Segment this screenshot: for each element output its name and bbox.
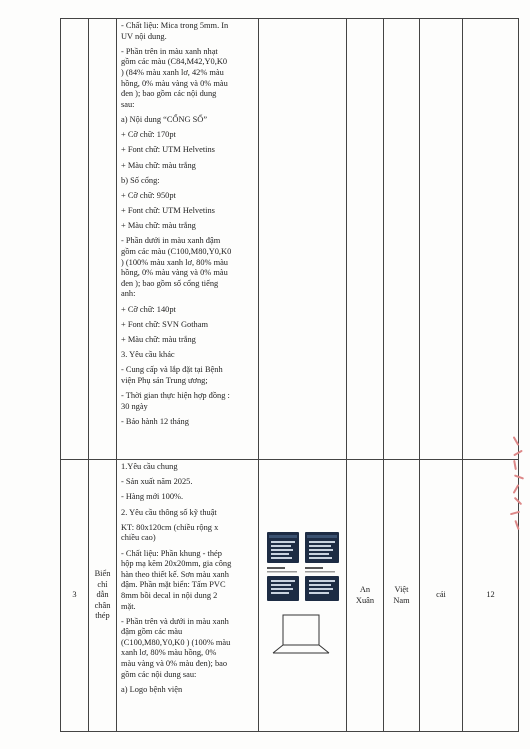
description-line: 2. Yêu cầu thông số kỹ thuật <box>121 507 217 517</box>
description-line: đen ); bao gồm các nội dung <box>121 89 217 99</box>
description-line: 8mm bồi decal in nội dung 2 <box>121 590 218 600</box>
name-cell-empty <box>89 19 117 460</box>
red-stamp-mark <box>506 440 526 530</box>
description-cell <box>117 19 259 460</box>
item-name-line: dẫn <box>96 590 109 600</box>
item-name-line: chỉ <box>97 579 108 589</box>
origin-cell <box>347 460 384 732</box>
description-line: đậm gồm các màu <box>121 627 183 637</box>
origin-cell-empty <box>347 19 384 460</box>
sign-preview-bottom <box>267 576 339 601</box>
description-line: a) Logo bệnh viện <box>121 684 183 694</box>
description-line: sau: <box>121 99 135 109</box>
description-line: + Font chữ: UTM Helvetins <box>121 206 215 216</box>
description-line: - Phần trên và dưới in màu xanh <box>121 616 229 626</box>
table-row-item-3 <box>61 460 519 732</box>
unit-value: cái <box>436 590 446 600</box>
description-line: gồm các màu (C84,M42,Y0,K0 <box>121 57 228 67</box>
specification-table <box>60 18 519 732</box>
signage-illustration <box>261 529 345 659</box>
description-line: KT: 80x120cm (chiều rộng x <box>121 522 219 532</box>
table-row-previous <box>61 19 519 460</box>
description-line: - Phần dưới in màu xanh đậm <box>121 236 221 246</box>
description-line: - Hàng mới 100%. <box>121 492 184 502</box>
description-line: - Thời gian thực hiện hợp đồng : <box>121 391 230 401</box>
item-name-line: chân <box>94 600 111 610</box>
country-cell-empty <box>384 19 420 460</box>
description-line: 30 ngày <box>121 401 148 411</box>
description-line: a) Nội dung “CỔNG SỐ” <box>121 114 208 124</box>
description-line: mặt. <box>121 601 136 611</box>
description-line: đen ); bao gồm số cổng tiếng <box>121 278 219 288</box>
item-name-line: Biển <box>94 569 111 579</box>
description-line: hồng, 0% màu vàng và 0% màu <box>121 268 228 278</box>
unit-cell-empty <box>420 19 463 460</box>
sign-preview-caption <box>267 567 335 573</box>
description-line: chiều cao) <box>121 533 156 543</box>
country-cell <box>384 460 420 732</box>
item-name-line: thép <box>95 611 110 621</box>
description-text <box>117 19 258 428</box>
description-line: - Cung cấp và lắp đặt tại Bệnh <box>121 365 223 375</box>
description-line: - Phần trên in màu xanh nhạt <box>121 46 218 56</box>
unit-cell <box>420 460 463 732</box>
description-line: + Font chữ: UTM Helvetins <box>121 145 215 155</box>
description-line: + Cỡ chữ: 170pt <box>121 130 176 140</box>
description-line: + Màu chữ: màu trắng <box>121 160 196 170</box>
description-line: viện Phụ sản Trung ương; <box>121 375 208 385</box>
origin-line: Xuân <box>355 595 375 605</box>
description-line: gồm các màu (C100,M80,Y0,K0 <box>121 247 232 257</box>
description-line: màu vàng và 0% màu đen); bao <box>121 659 228 669</box>
description-line: ) (100% màu xanh lơ, 80% màu <box>121 257 228 267</box>
country-line: Nam <box>393 595 410 605</box>
stt-cell <box>61 460 89 732</box>
description-line: ) (84% màu xanh lơ, 42% màu <box>121 67 224 77</box>
description-cell <box>117 460 259 732</box>
stt-cell-empty <box>61 19 89 460</box>
image-cell-empty <box>259 19 347 460</box>
description-line: anh: <box>121 289 136 299</box>
description-line: (C100,M80,Y0,K0 ) (100% màu <box>121 637 231 647</box>
description-line: b) Số cổng: <box>121 175 160 185</box>
description-line: - Chất liệu: Mica trong 5mm. In <box>121 21 229 30</box>
description-line: + Màu chữ: màu trắng <box>121 334 196 344</box>
description-line: + Font chữ: SVN Gotham <box>121 319 208 329</box>
description-line: - Sản xuất năm 2025. <box>121 477 193 487</box>
description-line: + Cỡ chữ: 950pt <box>121 190 176 200</box>
description-line: hộp mạ kẽm 20x20mm, gia công <box>121 559 232 569</box>
item-name-cell <box>89 460 117 732</box>
sign-stand-frame <box>273 615 329 653</box>
description-line: - Chất liệu: Phần khung - thép <box>121 548 222 558</box>
description-line: 3. Yêu cầu khác <box>121 350 175 360</box>
description-line: hàn theo thiết kế. Sơn màu xanh <box>121 569 229 579</box>
description-line: xanh lơ, 80% màu hồng, 0% <box>121 648 217 658</box>
description-line: UV nội dung. <box>121 31 167 41</box>
description-line: hồng, 0% màu vàng và 0% màu <box>121 78 228 88</box>
description-line: + Màu chữ: màu trắng <box>121 221 196 231</box>
description-line: 1.Yêu cầu chung <box>121 462 178 471</box>
quantity-cell-empty <box>463 19 519 460</box>
description-line: gồm các nội dung sau: <box>121 669 197 679</box>
description-line: + Cỡ chữ: 140pt <box>121 304 176 314</box>
row-number: 3 <box>72 590 77 600</box>
image-cell <box>259 460 347 732</box>
description-line: - Bảo hành 12 tháng <box>121 416 189 426</box>
description-text <box>117 460 258 695</box>
country-line: Việt <box>394 584 409 594</box>
quantity-value: 12 <box>486 590 495 600</box>
origin-line: An <box>359 584 371 594</box>
sign-preview-top <box>267 532 339 563</box>
description-line: đậm. Phần mặt biển: Tấm PVC <box>121 580 226 590</box>
